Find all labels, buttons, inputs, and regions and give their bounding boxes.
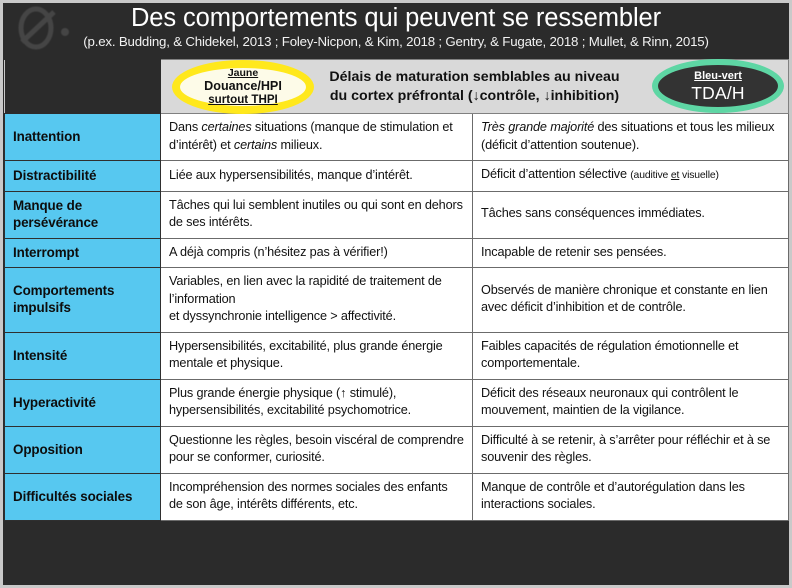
row-tdah-cell: Manque de contrôle et d’autorégulation dans les interactions sociales. (473, 473, 789, 520)
header-center-line-1: Délais de maturation semblables au niveau (329, 68, 620, 85)
table-row (5, 426, 789, 473)
table-row (5, 191, 789, 238)
row-tdah-cell: Observés de manière chronique et constante en lien avec déficit d’inhibition et de contrôle. (473, 268, 789, 333)
row-category-cell: Distractibilité (5, 161, 161, 192)
row-hpi-cell: Liée aux hypersensibilités, manque d’intérêt. (161, 161, 473, 192)
row-tdah-cell: Très grande majorité des situations et tous les milieux (déficit d’attention soutenue). (473, 114, 789, 161)
green-badge-title: TDA/H (691, 82, 745, 103)
row-tdah-cell: Tâches sans conséquences immédiates. (473, 191, 789, 238)
row-hpi-cell: Incompréhension des normes sociales des enfants de son âge, intérêts différents, etc. (161, 473, 473, 520)
row-tdah-cell: Déficit d’attention sélective (auditive et visuelle) (473, 161, 789, 192)
table-row (5, 268, 789, 333)
header-blank-cell (5, 60, 161, 114)
row-category-cell: Manque de persévérance (5, 191, 161, 238)
row-category-cell: Inattention (5, 114, 161, 161)
yellow-badge-subtitle: surtout THPI (208, 93, 278, 106)
row-hpi-cell: Tâches qui lui semblent inutiles ou qui sont en dehors de ses intérêts. (161, 191, 473, 238)
table-body (5, 60, 789, 521)
green-badge-color-label: Bleu-vert (694, 69, 742, 82)
row-tdah-cell: Incapable de retenir ses pensées. (473, 238, 789, 268)
row-tdah-cell: Difficulté à se retenir, à s’arrêter pour réfléchir et à se souvenir des règles. (473, 426, 789, 473)
title-block (0, 0, 792, 51)
row-category-cell: Intensité (5, 332, 161, 379)
table-row (5, 473, 789, 520)
header-band-cell (161, 60, 789, 114)
row-hpi-cell: Variables, en lien avec la rapidité de traitement de l’information et dyssynchronie intelligence > affectivité. (161, 268, 473, 333)
yellow-badge-title: Douance/HPI (204, 79, 282, 93)
row-hpi-cell: Plus grande énergie physique (↑ stimulé), hypersensibilités, excitabilité psychomotrice. (161, 379, 473, 426)
row-tdah-cell: Déficit des réseaux neuronaux qui contrôlent le mouvement, maintien de la vigilance. (473, 379, 789, 426)
row-tdah-cell: Faibles capacités de régulation émotionnelle et comportementale. (473, 332, 789, 379)
green-highlight-badge (652, 59, 784, 113)
row-category-cell: Opposition (5, 426, 161, 473)
header-band-inner (161, 60, 788, 113)
table-row (5, 238, 789, 268)
comparison-table (4, 59, 789, 521)
yellow-highlight-badge (172, 60, 314, 114)
table-header-row (5, 60, 789, 114)
row-hpi-cell: A déjà compris (n’hésitez pas à vérifier!) (161, 238, 473, 268)
page-title: Des comportements qui peuvent se ressembler (130, 4, 662, 32)
row-hpi-cell: Dans certaines situations (manque de stimulation et d’intérêt) et certains milieux. (161, 114, 473, 161)
row-category-cell: Interrompt (5, 238, 161, 268)
header-center-line-2: du cortex préfrontal (↓contrôle, ↓inhibition) (329, 87, 620, 104)
row-category-cell: Hyperactivité (5, 379, 161, 426)
row-hpi-cell: Hypersensibilités, excitabilité, plus grande énergie mentale et physique. (161, 332, 473, 379)
table-row (5, 379, 789, 426)
table-row (5, 114, 789, 161)
page-subtitle-references: (p.ex. Budding, & Chidekel, 2013 ; Foley-Nicpon, & Kim, 2018 ; Gentry, & Fugate, 2018 ; Mullet, & Rinn, 2015) (83, 34, 709, 49)
row-hpi-cell: Questionne les règles, besoin viscéral de comprendre pour se conformer, curiosité. (161, 426, 473, 473)
row-category-cell: Difficultés sociales (5, 473, 161, 520)
table-row (5, 332, 789, 379)
row-category-cell: Comportements impulsifs (5, 268, 161, 333)
table-row (5, 161, 789, 192)
header-center-text (329, 68, 619, 106)
yellow-badge-color-label: Jaune (227, 67, 259, 79)
